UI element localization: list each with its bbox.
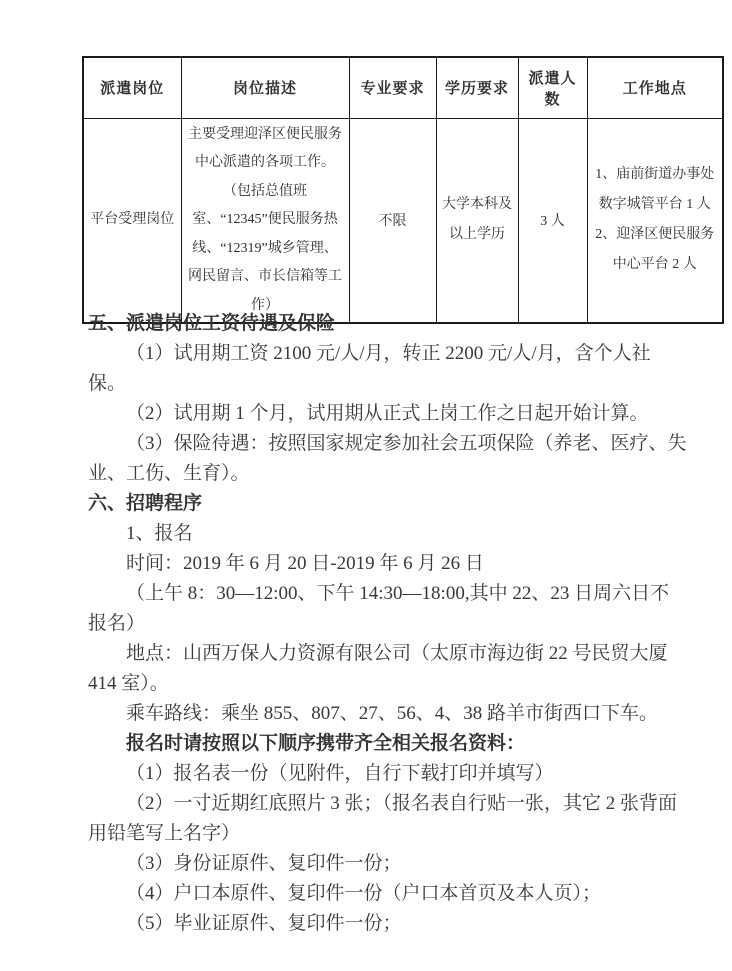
step-registration: 1、报名 [126, 523, 193, 544]
header-headcount: 派遣人数 [518, 57, 587, 118]
positions-table [82, 56, 724, 324]
registration-address: 地点：山西万保人力资源有限公司（太原市海边街 22 号民贸大厦 414 室）。 [88, 643, 668, 694]
cell-education-requirement: 大学本科及以上学历 [436, 118, 518, 323]
cell-headcount: 3 人 [518, 118, 587, 323]
material-diploma: （5）毕业证原件、复印件一份； [126, 913, 402, 934]
registration-time-note: （上午 8：30—12:00、下午 14:30—18:00,其中 22、23 日周六日不报名） [88, 583, 670, 634]
cell-work-location [587, 118, 723, 323]
header-work-location: 工作地点 [587, 57, 723, 118]
header-major-requirement: 专业要求 [349, 57, 436, 118]
bus-route: 乘车路线：乘坐 855、807、27、56、4、38 路羊市街西口下车。 [126, 703, 659, 724]
cell-dispatch-position: 平台受理岗位 [83, 118, 181, 323]
item-probation-salary: （1）试用期工资 2100 元/人/月，转正 2200 元/人/月，含个人社保。 [88, 343, 651, 394]
header-job-description: 岗位描述 [181, 57, 349, 118]
material-application-form: （1）报名表一份（见附件，自行下载打印并填写） [126, 763, 554, 784]
header-education-requirement: 学历要求 [436, 57, 518, 118]
item-probation-period: （2）试用期 1 个月，试用期从正式上岗工作之日起开始计算。 [126, 403, 649, 424]
material-household-register: （4）户口本原件、复印件一份（户口本首页及本人页）； [126, 883, 602, 904]
header-dispatch-position: 派遣岗位 [83, 57, 181, 118]
table-header-row [83, 57, 723, 118]
work-location-line-1: 1、庙前街道办事处数字城管平台 1 人 [595, 167, 715, 213]
materials-heading: 报名时请按照以下顺序携带齐全相关报名资料： [126, 733, 526, 754]
document-body [88, 309, 688, 939]
registration-time: 时间：2019 年 6 月 20 日-2019 年 6 月 26 日 [126, 553, 484, 574]
material-id-card: （3）身份证原件、复印件一份； [126, 853, 402, 874]
table-row [83, 118, 723, 323]
item-insurance: （3）保险待遇：按照国家规定参加社会五项保险（养老、医疗、失业、工伤、生育）。 [88, 433, 687, 484]
cell-major-requirement: 不限 [349, 118, 436, 323]
section-six-heading: 六、招聘程序 [88, 493, 203, 514]
work-location-line-2: 2、迎泽区便民服务中心平台 2 人 [595, 227, 715, 273]
material-photos: （2）一寸近期红底照片 3 张；（报名表自行贴一张，其它 2 张背面用铅笔写上名字） [88, 793, 678, 844]
cell-job-description: 主要受理迎泽区便民服务中心派遣的各项工作。（包括总值班室、“12345”便民服务热线、“12319”城乡管理、网民留言、市长信箱等工作） [181, 118, 349, 323]
section-five-heading: 五、派遣岗位工资待遇及保险 [88, 313, 336, 334]
